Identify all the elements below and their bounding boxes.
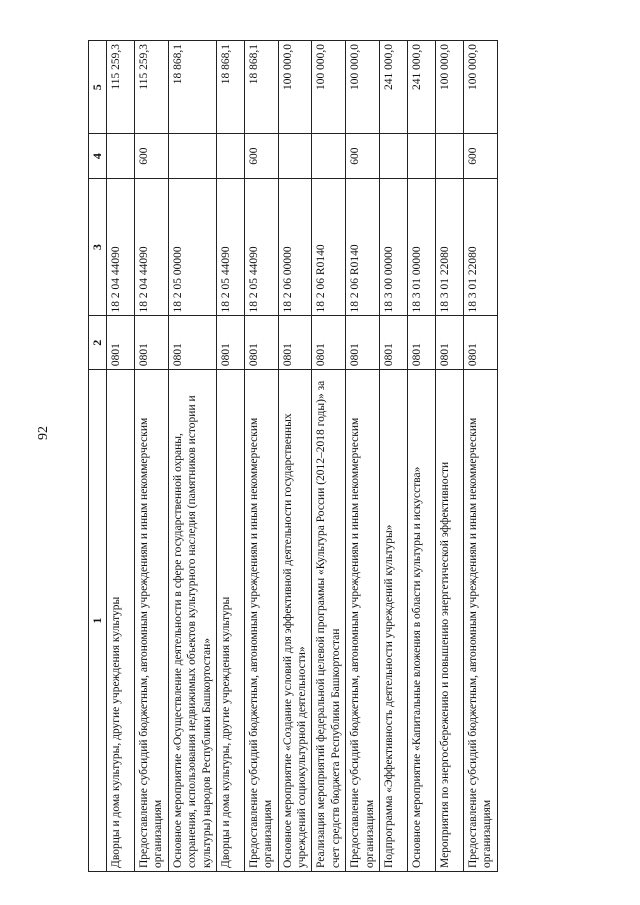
cell-code: 0801 <box>463 316 497 370</box>
cell-target: 18 3 01 00000 <box>407 178 435 316</box>
cell-type <box>435 134 463 178</box>
table-row <box>435 41 463 872</box>
table-row <box>379 41 407 872</box>
cell-code: 0801 <box>407 316 435 370</box>
page-number: 92 <box>36 426 51 440</box>
cell-type <box>278 134 312 178</box>
budget-table <box>88 40 498 872</box>
cell-sum: 115 259,3 <box>135 41 169 134</box>
cell-sum: 18 868,1 <box>168 41 216 134</box>
cell-name: Предоставление субсидий бюджетным, автономным учреждениям и иным некоммерческим организациям <box>135 370 169 872</box>
cell-sum: 115 259,3 <box>107 41 135 134</box>
cell-name: Дворцы и дома культуры, другие учреждения культуры <box>107 370 135 872</box>
cell-target: 18 2 06 00000 <box>278 178 312 316</box>
cell-name: Основное мероприятие «Капитальные вложения в области культуры и искусства» <box>407 370 435 872</box>
cell-type <box>379 134 407 178</box>
cell-code: 0801 <box>312 316 346 370</box>
cell-type <box>312 134 346 178</box>
table-row <box>407 41 435 872</box>
header-col-4: 4 <box>89 134 107 178</box>
cell-target: 18 2 05 44090 <box>216 178 244 316</box>
cell-sum: 18 868,1 <box>216 41 244 134</box>
cell-type: 600 <box>244 134 278 178</box>
cell-target: 18 2 05 44090 <box>244 178 278 316</box>
cell-code: 0801 <box>278 316 312 370</box>
cell-target: 18 2 06 R0140 <box>312 178 346 316</box>
cell-code: 0801 <box>435 316 463 370</box>
cell-code: 0801 <box>107 316 135 370</box>
table-row <box>107 41 135 872</box>
cell-code: 0801 <box>346 316 380 370</box>
table-row <box>278 41 312 872</box>
cell-name: Реализация мероприятий федеральной целевой программы «Культура России (2012–2018 годы)» за счет средств бюджета Республики Башкортостан <box>312 370 346 872</box>
cell-target: 18 3 01 22080 <box>435 178 463 316</box>
cell-sum: 18 868,1 <box>244 41 278 134</box>
cell-sum: 241 000,0 <box>379 41 407 134</box>
header-col-3: 3 <box>89 178 107 316</box>
cell-name: Предоставление субсидий бюджетным, автономным учреждениям и иным некоммерческим организациям <box>244 370 278 872</box>
cell-type: 600 <box>135 134 169 178</box>
header-col-2: 2 <box>89 316 107 370</box>
cell-name: Предоставление субсидий бюджетным, автономным учреждениям и иным некоммерческим организациям <box>463 370 497 872</box>
cell-sum: 100 000,0 <box>435 41 463 134</box>
cell-target: 18 2 04 44090 <box>107 178 135 316</box>
cell-name: Основное мероприятие «Создание условий для эффективной деятельности государственных учреждений социокультурной деятельности» <box>278 370 312 872</box>
cell-type: 600 <box>463 134 497 178</box>
cell-type <box>216 134 244 178</box>
table-row <box>135 41 169 872</box>
header-col-1: 1 <box>89 370 107 872</box>
table-row <box>312 41 346 872</box>
table-row <box>244 41 278 872</box>
cell-type <box>407 134 435 178</box>
cell-target: 18 2 06 R0140 <box>346 178 380 316</box>
cell-sum: 100 000,0 <box>278 41 312 134</box>
cell-code: 0801 <box>379 316 407 370</box>
cell-code: 0801 <box>216 316 244 370</box>
cell-name: Подпрограмма «Эффективность деятельности учреждений культуры» <box>379 370 407 872</box>
cell-type: 600 <box>346 134 380 178</box>
cell-code: 0801 <box>168 316 216 370</box>
header-col-5: 5 <box>89 41 107 134</box>
header-row <box>89 41 107 872</box>
cell-target: 18 3 00 00000 <box>379 178 407 316</box>
cell-type <box>107 134 135 178</box>
cell-name: Дворцы и дома культуры, другие учреждения культуры <box>216 370 244 872</box>
cell-sum: 100 000,0 <box>346 41 380 134</box>
table-row <box>168 41 216 872</box>
cell-name: Основное мероприятие «Осуществление деятельности в сфере государственной охраны, сохранения, использования недвижимых объектов культурного наследия (памятников истории и культуры) народов Республики Башкортостан» <box>168 370 216 872</box>
cell-sum: 241 000,0 <box>407 41 435 134</box>
cell-target: 18 3 01 22080 <box>463 178 497 316</box>
cell-name: Мероприятия по энергосбережению и повышению энергетической эффективности <box>435 370 463 872</box>
cell-name: Предоставление субсидий бюджетным, автономным учреждениям и иным некоммерческим организациям <box>346 370 380 872</box>
table-row <box>346 41 380 872</box>
table-row <box>463 41 497 872</box>
cell-sum: 100 000,0 <box>312 41 346 134</box>
cell-code: 0801 <box>135 316 169 370</box>
cell-type <box>168 134 216 178</box>
cell-code: 0801 <box>244 316 278 370</box>
table-row <box>216 41 244 872</box>
cell-sum: 100 000,0 <box>463 41 497 134</box>
cell-target: 18 2 05 00000 <box>168 178 216 316</box>
cell-target: 18 2 04 44090 <box>135 178 169 316</box>
rotated-table-container <box>88 40 528 872</box>
